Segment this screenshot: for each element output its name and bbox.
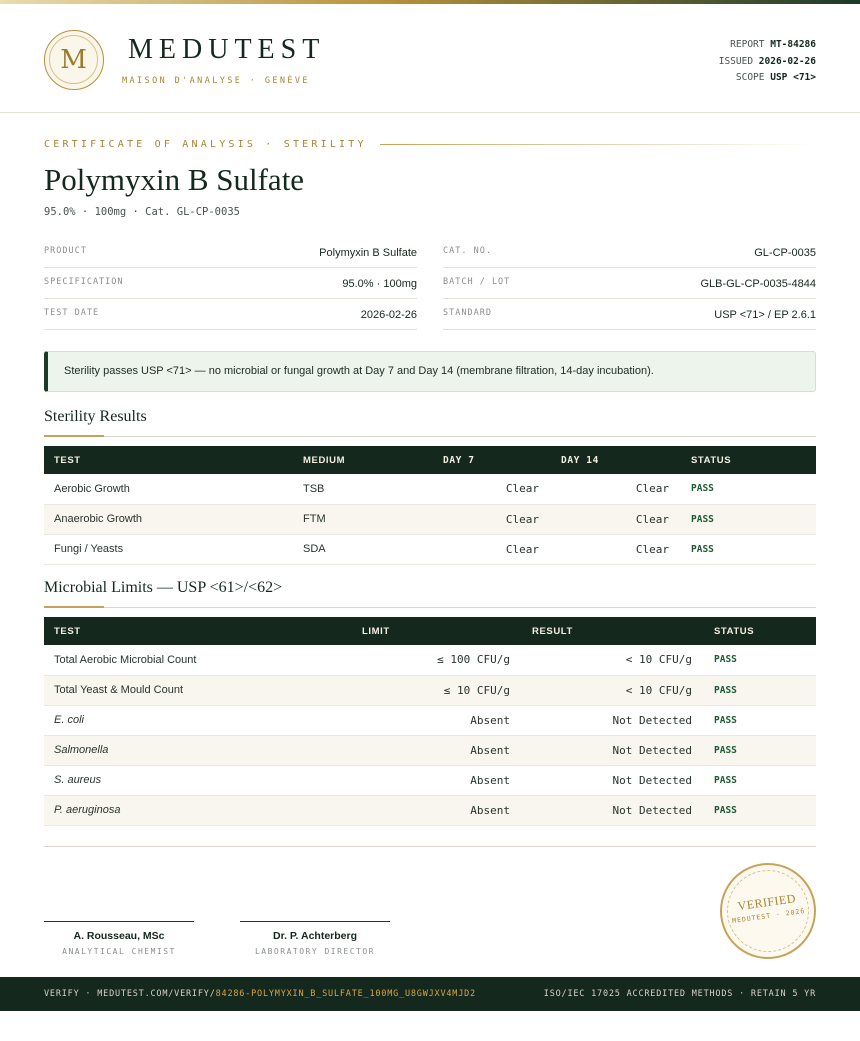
info-row-test-date: TEST DATE 2026-02-26 (44, 299, 417, 330)
status-badge: PASS (714, 804, 737, 816)
stamp-label: VERIFIED (736, 891, 797, 914)
status-badge: PASS (714, 684, 737, 696)
column-header-test: TEST (54, 454, 81, 466)
status-badge: PASS (714, 744, 737, 756)
column-header-day7: DAY 7 (443, 454, 475, 466)
product-info-right (443, 237, 816, 330)
product-info-left (44, 237, 417, 330)
issued-date-row: ISSUED 2026-02-26 (718, 55, 816, 67)
brand-name: MEDUTEST (128, 34, 326, 65)
signature-director (240, 921, 390, 956)
table-row: Total Aerobic Microbial Count ≤ 100 CFU/g < 10 CFU/g PASS (44, 645, 816, 675)
sterility-section-title: Sterility Results (44, 408, 147, 425)
column-header-limit: LIMIT (362, 625, 390, 637)
report-meta (719, 37, 816, 87)
verify-link[interactable]: VERIFY · MEDUTEST.COM/VERIFY/84286-POLYMYXIN_B_SULFATE_100MG_U8GWJXV4MJD2 (44, 989, 476, 999)
report-number-row: REPORT MT-84286 (730, 39, 816, 50)
brand-logo (44, 30, 104, 90)
column-header-medium: MEDIUM (303, 454, 346, 466)
report-header (0, 4, 860, 113)
column-header-status: STATUS (714, 625, 755, 637)
info-row-specification: SPECIFICATION 95.0% · 100mg (44, 268, 417, 299)
sterility-pass-alert (44, 351, 816, 392)
scope-value: USP <71> (770, 72, 816, 83)
sterility-results-table (44, 446, 816, 565)
status-badge: PASS (691, 543, 714, 555)
status-badge: PASS (714, 654, 737, 666)
table-row: Anaerobic Growth FTM Clear Clear PASS (44, 504, 816, 534)
info-row-cat-no: CAT. NO. GL-CP-0035 (443, 237, 816, 268)
column-header-status: STATUS (691, 454, 732, 466)
table-row: Salmonella Absent Not Detected PASS (44, 735, 816, 765)
page-title: Polymyxin B Sulfate (44, 162, 305, 197)
signature-name: Dr. P. Achterberg (272, 930, 358, 942)
signature-analyst (44, 921, 194, 956)
sterility-section-accent (44, 435, 104, 437)
info-row-standard: STANDARD USP <71> / EP 2.6.1 (443, 299, 816, 330)
column-header-result: RESULT (532, 625, 573, 637)
table-row: Fungi / Yeasts SDA Clear Clear PASS (44, 534, 816, 564)
table-header-row (44, 446, 816, 474)
brand-tagline: MAISON D'ANALYSE · GENÈVE (122, 76, 310, 86)
table-row: Aerobic Growth TSB Clear Clear PASS (44, 474, 816, 504)
table-row: S. aureus Absent Not Detected PASS (44, 765, 816, 795)
signature-name: A. Rousseau, MSc (73, 930, 165, 942)
verification-footer (0, 977, 860, 1011)
table-row: E. coli Absent Not Detected PASS (44, 705, 816, 735)
table-header-row (44, 617, 816, 645)
microbial-section-rule (44, 607, 816, 608)
table-row: P. aeruginosa Absent Not Detected PASS (44, 795, 816, 825)
eyebrow-divider (380, 144, 816, 145)
column-header-test: TEST (54, 625, 81, 637)
status-badge: PASS (691, 483, 714, 495)
microbial-section-accent (44, 606, 104, 608)
status-badge: PASS (714, 774, 737, 786)
verified-stamp (714, 857, 822, 965)
logo-letter: M (49, 35, 98, 84)
info-row-batch-lot: BATCH / LOT GLB-GL-CP-0035-4844 (443, 268, 816, 299)
scope-row: SCOPE USP <71> (735, 72, 816, 83)
microbial-limits-table (44, 617, 816, 826)
info-row-product: PRODUCT Polymyxin B Sulfate (44, 237, 417, 268)
report-number: MT-84286 (770, 39, 816, 50)
signature-role: ANALYTICAL CHEMIST (62, 947, 176, 956)
status-badge: PASS (714, 714, 737, 726)
issued-date: 2026-02-26 (758, 55, 816, 67)
column-header-day14: DAY 14 (561, 454, 599, 466)
microbial-section-title: Microbial Limits — USP <61>/<62> (44, 579, 283, 596)
accreditation-note: ISO/IEC 17025 ACCREDITED METHODS · RETAIN 5 YR (543, 989, 816, 999)
signature-role: LABORATORY DIRECTOR (254, 947, 375, 956)
alert-text: Sterility passes USP <71> — no microbial or fungal growth at Day 7 and Day 14 (membrane filtration, 14-day incubation). (64, 365, 654, 377)
status-badge: PASS (691, 513, 714, 525)
sterility-section-rule (44, 436, 816, 437)
stamp-sublabel: MEDUTEST · 2026 (731, 906, 806, 926)
table-row: Total Yeast & Mould Count ≤ 10 CFU/g < 10 CFU/g PASS (44, 675, 816, 705)
verify-code: 84286-POLYMYXIN_B_SULFATE_100MG_U8GWJXV4MJD2 (215, 989, 476, 999)
signature-divider (44, 846, 816, 847)
product-subtitle: 95.0% · 100mg · Cat. GL-CP-0035 (44, 206, 240, 218)
certificate-eyebrow: CERTIFICATE OF ANALYSIS · STERILITY (44, 139, 367, 150)
